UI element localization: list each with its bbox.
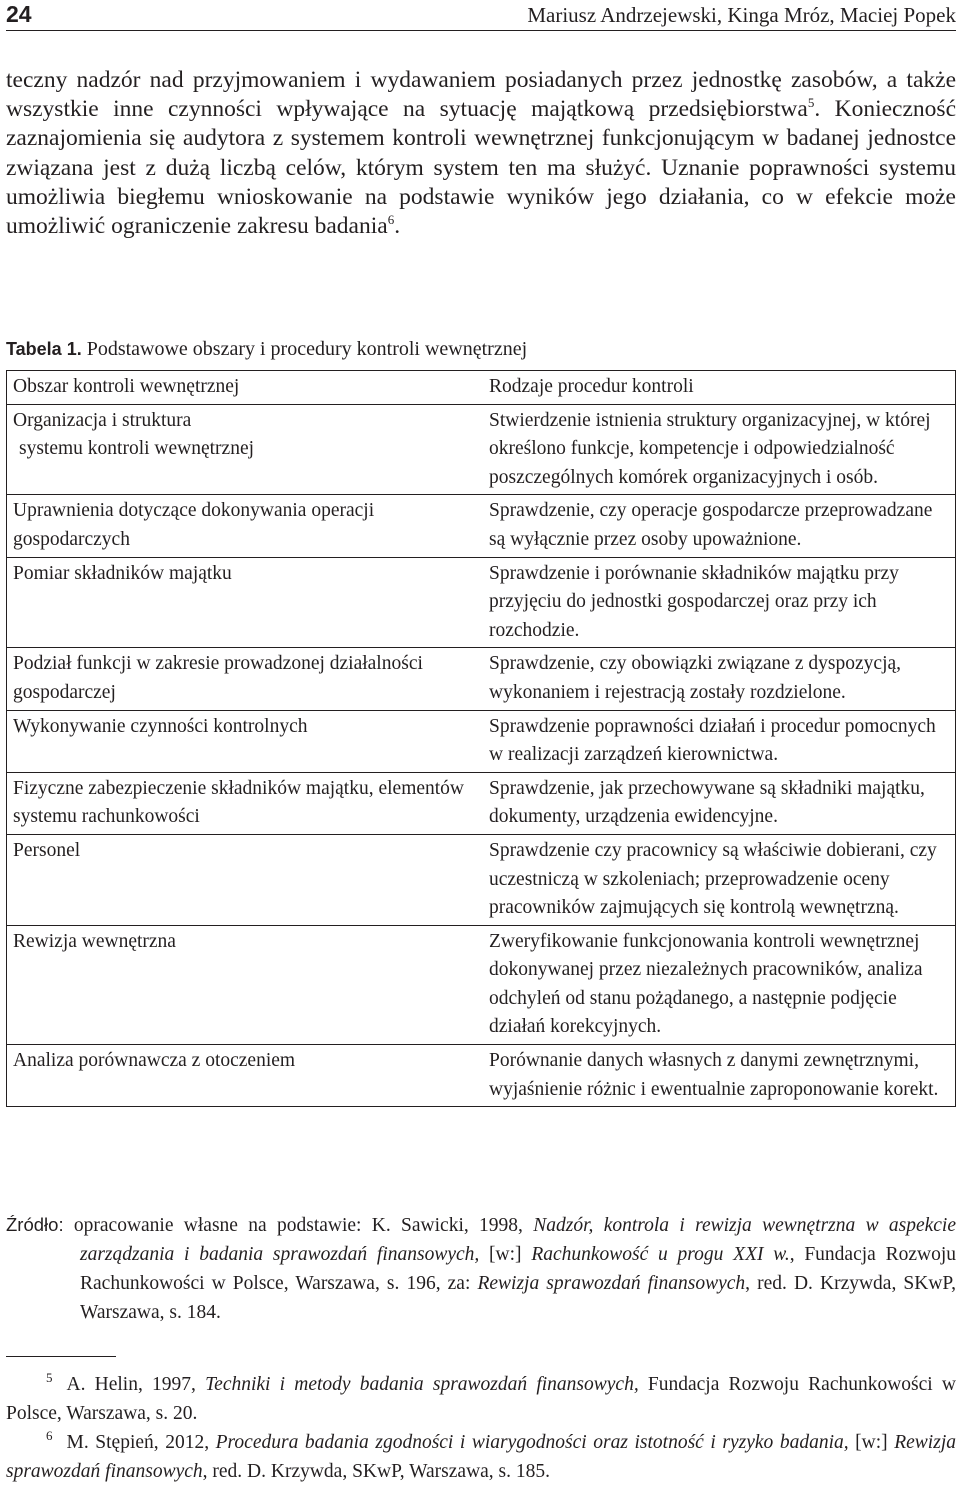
source-text: , red. D. Krzywda, SKwP, Warszawa, s. 184. <box>80 1273 956 1323</box>
footnote-number: 5 <box>46 1370 53 1385</box>
procedure-cell: Zweryfikowanie funkcjonowania kontroli wewnętrznej dokonywanej przez niezależnych pracowników, analiza odchyleń od stanu pożądanego, a następnie podjęcie działań korekcyjnych. <box>475 925 956 1044</box>
footnote-title-italic: Techniki i metody badania sprawozdań finansowych, <box>205 1374 639 1395</box>
table-row <box>7 834 956 925</box>
area-cell: Podział funkcji w zakresie prowadzonej działalności gospodarczej <box>7 648 476 710</box>
page-number: 24 <box>6 1 32 27</box>
footnote-text: M. Stępień, 2012, <box>66 1432 216 1453</box>
procedure-cell: Sprawdzenie, jak przechowywane są składniki majątku, dokumenty, urządzenia ewidencyjne. <box>475 772 956 834</box>
footnote-title-italic: Procedura badania zgodności i wiarygodności oraz istotność i ryzyko badania, <box>215 1432 849 1453</box>
area-cell <box>7 404 476 495</box>
source-title-italic: Rewizja sprawozdań finansowych <box>477 1273 746 1294</box>
procedure-cell: Sprawdzenie, czy operacje gospodarcze przeprowadzane są wyłącznie przez osoby upoważnione. <box>475 495 956 557</box>
table-row <box>7 1045 956 1107</box>
footnote-separator <box>6 1356 116 1357</box>
control-procedures-table <box>6 370 956 1107</box>
table-row <box>7 404 956 495</box>
footnote-ref-5[interactable]: 5 <box>807 95 815 111</box>
table-caption-text: Podstawowe obszary i procedury kontroli wewnętrznej <box>86 338 528 360</box>
procedure-cell: Sprawdzenie poprawności działań i procedur pomocnych w realizacji zarządzeń kierownictwa. <box>475 710 956 772</box>
area-cell: Wykonywanie czynności kontrolnych <box>7 710 476 772</box>
footnote-6 <box>6 1428 956 1486</box>
footnote-text: [w:] <box>848 1432 895 1453</box>
procedure-cell: Porównanie danych własnych z danymi zewnętrznymi, wyjaśnienie różnic i ewentualnie zaproponowanie korekt. <box>475 1045 956 1107</box>
body-paragraph <box>6 66 956 241</box>
table-header-row <box>7 371 956 405</box>
area-cell: Personel <box>7 834 476 925</box>
column-header-area: Obszar kontroli wewnętrznej <box>7 371 476 405</box>
procedure-cell: Sprawdzenie czy pracownicy są właściwie dobierani, czy uczestniczą w szkoleniach; przeprowadzenie oceny pracowników zajmujących się kontrolą wewnętrzną. <box>475 834 956 925</box>
area-text: Organizacja i struktura <box>13 409 192 431</box>
area-cell: Fizyczne zabezpieczenie składników majątku, elementów systemu rachunkowości <box>7 772 476 834</box>
table-row <box>7 648 956 710</box>
procedure-cell: Sprawdzenie, czy obowiązki związane z dyspozycją, wykonaniem i rejestracją zostały rozdzielone. <box>475 648 956 710</box>
table-row <box>7 925 956 1044</box>
column-header-procedure: Rodzaje procedur kontroli <box>475 371 956 405</box>
procedure-cell: Stwierdzenie istnienia struktury organizacyjnej, w której określono funkcje, kompetencje i odpowiedzialność poszczególnych komórek organizacyjnych i osób. <box>475 404 956 495</box>
footnote-title-italic: Rewizja sprawozdań finansowych <box>6 1432 956 1482</box>
table-caption <box>6 336 956 362</box>
table-row <box>7 495 956 557</box>
page-header <box>6 0 956 31</box>
procedure-cell: Sprawdzenie i porównanie składników majątku przy przyjęciu do jednostki gospodarczej oraz przy ich rozchodzie. <box>475 557 956 648</box>
source-text: [w:] <box>479 1244 532 1265</box>
footnote-number: 6 <box>46 1428 53 1443</box>
footnote-ref-6[interactable]: 6 <box>387 212 395 228</box>
body-text-part: teczny nadzór nad przyjmowaniem i wydawaniem posiadanych przez jednostkę zasobów, a także wszystkie inne czynności wpływające na sytuację majątkową przedsiębiorstwa <box>6 67 956 123</box>
table-source-note <box>6 1210 956 1327</box>
source-title-italic: Nadzór, kontrola i rewizja wewnętrzna w aspekcie zarządzania i badania sprawozdań finansowych, <box>80 1215 957 1265</box>
footnote-text: Fundacja Rozwoju Rachunkowości w Polsce, Warszawa, s. 20. <box>6 1374 956 1424</box>
running-head-authors: Mariusz Andrzejewski, Kinga Mróz, Maciej Popek <box>527 3 956 27</box>
body-text-part: . <box>394 213 401 240</box>
body-text-part: . Konieczność zaznajomienia się audytora z systemem kontroli wewnętrznej funkcjonującym w badanej jednostce związana jest z dużą liczbą celów, którym system ten ma służyć. Uznanie poprawności systemu umożliwia biegłemu wnioskowanie na podstawie wyników jego działania, co w efekcie może umożliwić ograniczenie zakresu badania <box>6 96 956 240</box>
area-cell: Pomiar składników majątku <box>7 557 476 648</box>
source-text: opracowanie własne na podstawie: K. Sawicki, 1998, <box>73 1215 534 1236</box>
table-row <box>7 557 956 648</box>
area-text-continued: systemu kontroli wewnętrznej <box>19 438 255 460</box>
source-text: , Fundacja Rozwoju Rachunkowości w Polsce, Warszawa, s. 196, za: <box>80 1244 956 1294</box>
footnote-text: , red. D. Krzywda, SKwP, Warszawa, s. 185. <box>202 1461 551 1482</box>
area-cell: Uprawnienia dotyczące dokonywania operacji gospodarczych <box>7 495 476 557</box>
source-title-italic: Rachunkowość u progu XXI w. <box>531 1244 790 1265</box>
source-label: Źródło: <box>6 1214 64 1235</box>
table-caption-label: Tabela 1. <box>6 339 82 359</box>
footnote-5 <box>6 1370 956 1428</box>
area-cell: Analiza porównawcza z otoczeniem <box>7 1045 476 1107</box>
area-cell: Rewizja wewnętrzna <box>7 925 476 1044</box>
table-row <box>7 772 956 834</box>
footnote-text: A. Helin, 1997, <box>66 1374 206 1395</box>
table-row <box>7 710 956 772</box>
